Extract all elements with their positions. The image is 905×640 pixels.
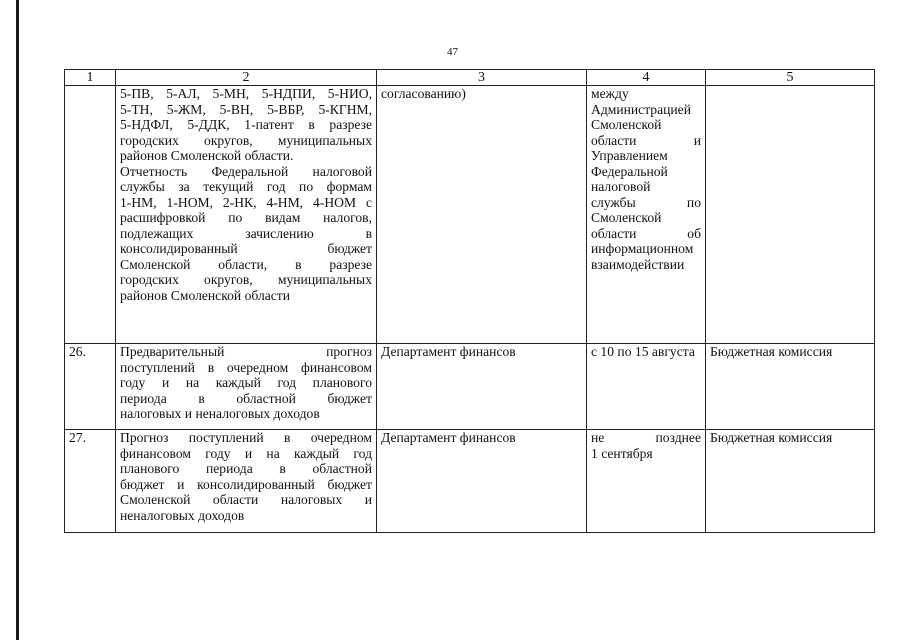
text-line: Отчетность Федеральной налоговой	[120, 163, 372, 179]
text-line: Смоленской области налоговых и	[120, 492, 372, 507]
table-row-26	[65, 344, 875, 430]
text-line: подлежащих зачислению в	[120, 225, 372, 241]
text-line: области об	[591, 225, 701, 241]
deadline-cell	[587, 86, 706, 344]
recipient-cell: Бюджетная комиссия	[706, 430, 875, 533]
text-line: году и на каждый год планового	[120, 375, 372, 390]
table-row-27	[65, 430, 875, 533]
row-number-cell	[65, 86, 116, 344]
text-line: с 10 по 15 августа	[591, 344, 695, 359]
text-line: консолидированный бюджет	[120, 241, 372, 256]
column-header-5: 5	[706, 70, 875, 86]
column-header-4: 4	[587, 70, 706, 86]
text-line: Прогноз поступлений в очередном	[120, 430, 372, 445]
text-line: финансовом году и на каждый год	[120, 445, 372, 461]
text-line: области и	[591, 132, 701, 148]
text-line: Управлением	[591, 148, 668, 163]
text-line: Смоленской области, в разрезе	[120, 256, 372, 272]
description-paragraph-1	[120, 86, 372, 164]
text-line: районов Смоленской области.	[120, 148, 294, 163]
description-cell	[116, 86, 377, 344]
recipient-cell	[706, 86, 875, 344]
text-line: Администрацией	[591, 101, 691, 117]
text-line: городских округов, муниципальных	[120, 272, 372, 287]
page-number: 47	[447, 46, 458, 58]
text-line: расшифровкой по видам налогов,	[120, 210, 372, 225]
text-line: между	[591, 86, 629, 101]
table-row-continuation	[65, 86, 875, 344]
deadline-cell	[587, 430, 706, 533]
recipient-cell: Бюджетная комиссия	[706, 344, 875, 430]
responsible-cell: Департамент финансов	[377, 344, 587, 430]
text-line: неналоговых доходов	[120, 507, 245, 523]
row-number-cell: 26.	[65, 344, 116, 430]
description-cell	[116, 344, 377, 430]
text-line: налоговой	[591, 179, 651, 194]
deadline-cell	[587, 344, 706, 430]
column-header-1: 1	[65, 70, 116, 86]
text-line: 5-ТН, 5-ЖМ, 5-ВН, 5-ВБР, 5-КГНМ,	[120, 101, 372, 117]
text-line: бюджет и консолидированный бюджет	[120, 476, 372, 492]
text-line: налоговых и неналоговых доходов	[120, 406, 320, 421]
description-cell	[116, 430, 377, 533]
text-line: Предварительный прогноз	[120, 344, 372, 359]
text-line: Смоленской	[591, 117, 662, 132]
text-line: 1 сентября	[591, 445, 653, 461]
text-line: периода в областной бюджет	[120, 390, 372, 406]
table-header-row	[65, 70, 875, 86]
text-line: 5-ПВ, 5-АЛ, 5-МН, 5-НДПИ, 5-НИО,	[120, 86, 372, 101]
text-line: информационном	[591, 241, 694, 256]
column-header-2: 2	[116, 70, 377, 86]
text-line: городских округов, муниципальных	[120, 132, 372, 148]
text-line: планового периода в областной	[120, 461, 372, 476]
text-line: 1-НМ, 1-НОМ, 2-НК, 4-НМ, 4-НОМ с	[120, 194, 372, 210]
text-line: службы по	[591, 194, 701, 210]
text-line: взаимодействии	[591, 256, 685, 272]
text-line: Федеральной	[591, 163, 668, 179]
text-line: Смоленской	[591, 210, 662, 225]
text-line: не позднее	[591, 430, 701, 445]
text-line: районов Смоленской области	[120, 287, 291, 303]
row-number-cell: 27.	[65, 430, 116, 533]
scan-border-line	[16, 0, 19, 640]
responsible-cell: Департамент финансов	[377, 430, 587, 533]
text-line: службы за текущий год по формам	[120, 179, 372, 194]
text-line: поступлений в очередном финансовом	[120, 359, 372, 375]
responsible-cell: согласованию)	[377, 86, 587, 344]
text-line: 5-НДФЛ, 5-ДДК, 1-патент в разрезе	[120, 117, 372, 132]
plan-table	[64, 69, 875, 533]
column-header-3: 3	[377, 70, 587, 86]
description-paragraph-2	[120, 164, 372, 304]
